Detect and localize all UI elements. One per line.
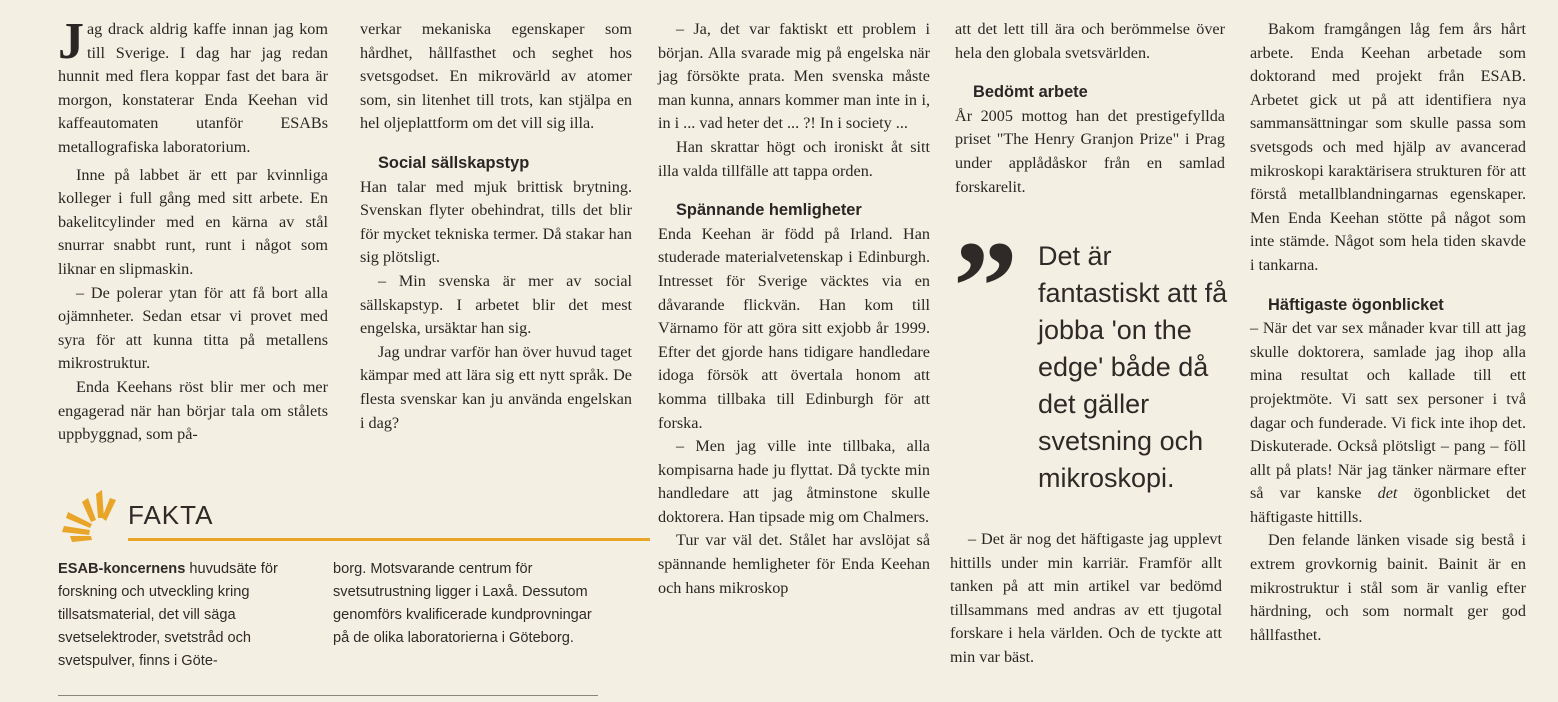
paragraph: Bakom framgången låg fem års hårt arbete. Enda Keehan arbetade som doktorand med projekt från ESAB. Arbetet gick ut på att identifiera nya sammansättningar som skulle passa som svetsgods och med hjälp av avancerad mikroskopi karaktärisera strukturen för att förstå metallblandningarnas egenskaper. Men Enda Keehan stötte på något som inte stämde. Något som hela tiden skavde i tankarna. [1250,20,1526,274]
paragraph: År 2005 mottog han det prestigefyllda priset "The Henry Granjon Prize" i Prag under applådåskor från en samlad forskarelit. [955,106,1225,196]
article-column-3 [658,18,930,600]
paragraph-text: ag drack aldrig kaffe innan jag kom till Sverige. I dag har jag redan hunnit med flera koppar fast det bara är morgon, konstaterar Enda Keehan vid kaffeautomaten utanför ESABs metallografiska laboratorium. [58,20,328,156]
quote-mark-icon: ” [953,215,1018,359]
section-heading-haftigaste: Häftigaste ögonblicket [1268,295,1444,314]
fakta-label: FAKTA [128,500,214,530]
article-column-5 [1250,18,1526,647]
emphasis-text: det [1377,484,1398,503]
paragraph: Enda Keehans röst blir mer och mer engagerad när han börjar tala om stålets uppbyggnad, som på- [58,377,328,444]
paragraph: Den felande länken visade sig bestå i extrem grovkornig bainit. Bainit är en mikrostruktur i stål som är vanlig efter härdning, och som normalt ger god hållfasthet. [1250,531,1526,644]
paragraph: – Det är nog det häftigaste jag upplevt hittills under min karriär. Framför allt tanken på att min artikel var bedömd tillsammans med andras av ett tjugotal forskare i hela världen. Och de tyckte att min var bäst. [950,530,1222,666]
paragraph: – De polerar ytan för att få bort alla ojämnheter. Sedan etsar vi provet med syra för att kunna titta på metallens mikrostruktur. [58,283,328,373]
sunburst-icon [58,488,128,544]
paragraph: – Men jag ville inte tillbaka, alla kompisarna hade ju flyttat. Då tyckte min handledare att jag åtminstone skulle doktorera. Han tipsade mig om Chalmers. [658,437,930,526]
paragraph: Han talar med mjuk brittisk brytning. Svenskan flyter obehindrat, tills det blir för mycket tekniska termer. Då stakar han sig plötsligt. [360,177,632,267]
article-column-4-lower [950,528,1222,670]
fakta-column-2 [333,558,598,650]
fakta-bold-lead: ESAB-koncernens [58,561,186,577]
paragraph: Tur var väl det. Stålet har avslöjat så spännande hemligheter för Enda Keehan och hans mikroskop [658,531,930,597]
paragraph: – Min svenska är mer av social sällskapstyp. I arbetet blir det mest engelska, ursäktar han sig. [360,271,632,338]
paragraph [58,13,328,160]
section-heading-bedomt: Bedömt arbete [973,83,1088,102]
paragraph: Jag undrar varför han över huvud taget kämpar med att lära sig ett nytt språk. De flesta svenskar kan ju använda engelskan i dag? [360,342,632,432]
article-column-1 [58,13,328,447]
fakta-header [58,488,598,548]
paragraph: – Ja, det var faktiskt ett problem i början. Alla svarade mig på engelska när jag försökte prata. Men svenska måste man kunna, annars kommer man inte in i, in i ... vad heter det ... ?! In i society ... [658,20,930,133]
article-column-4 [955,18,1225,199]
fakta-paragraph: borg. Motsvarande centrum för svetsutrustning ligger i Laxå. Dessutom genomförs kvalificerade kundprovningar på de olika laboratorierna i Göteborg. [333,561,592,646]
fakta-divider [128,538,650,541]
section-heading-social: Social sällskapstyp [378,153,530,172]
article-column-2 [360,18,632,435]
drop-cap: J [58,13,84,70]
fakta-paragraph [58,558,288,673]
pull-quote-text: Det är fantastiskt att få jobba 'on the edge' både då det gäller svetsning och mikroskopi. [1038,241,1228,493]
paragraph [1250,317,1526,529]
paragraph: att det lett till ära och berömmelse över hela den globala svetsvärlden. [955,20,1225,62]
bottom-rule [58,695,598,696]
paragraph: Inne på labbet är ett par kvinnliga kolleger i full gång med sitt arbete. En bakelitcylinder med en kärna av stål snurrar snabbt runt, runt i något som liknar en slipmaskin. [58,165,328,278]
section-heading-spannande: Spännande hemligheter [676,201,862,220]
paragraph-text: – När det var sex månader kvar till att jag skulle doktorera, samlade jag ihop alla mina resultat och kallade till ett projektmöte. Vi satt sex personer i två dagar och funderade. Vi fick inte ihop det. Diskuterade. Också plötsligt – pang – föll allt på plats! När jag tänker närmare efter så var kanske [1250,319,1526,503]
paragraph: Enda Keehan är född på Irland. Han studerade materialvetenskap i Edinburgh. Intresset för Sverige väcktes via en dåvarande flickvän. Han kom till Värnamo för att göra sitt exjobb år 1999. Efter det gjorde hans tidigare handledare idoga försök att övertala honom att komma tillbaka till Edinburgh för att forska. [658,224,930,432]
paragraph: Han skrattar högt och ironiskt åt sitt illa valda tillfälle att tappa orden. [658,137,930,180]
fakta-text: huvudsäte för forskning och utveckling kring tillsatsmaterial, det vill säga svetselektroder, svetstråd och svetspulver, finns i Göte- [58,561,278,669]
fakta-column-1 [58,558,288,673]
paragraph: verkar mekaniska egenskaper som hårdhet, hållfasthet och seghet hos svetsgodset. En mikrovärld av atomer som, sin litenhet till trots, kan stjälpa en hel oljeplattform om det vill sig illa. [360,20,632,133]
paragraph-text: ögonblicket det häftigaste hittills. [1250,484,1527,526]
